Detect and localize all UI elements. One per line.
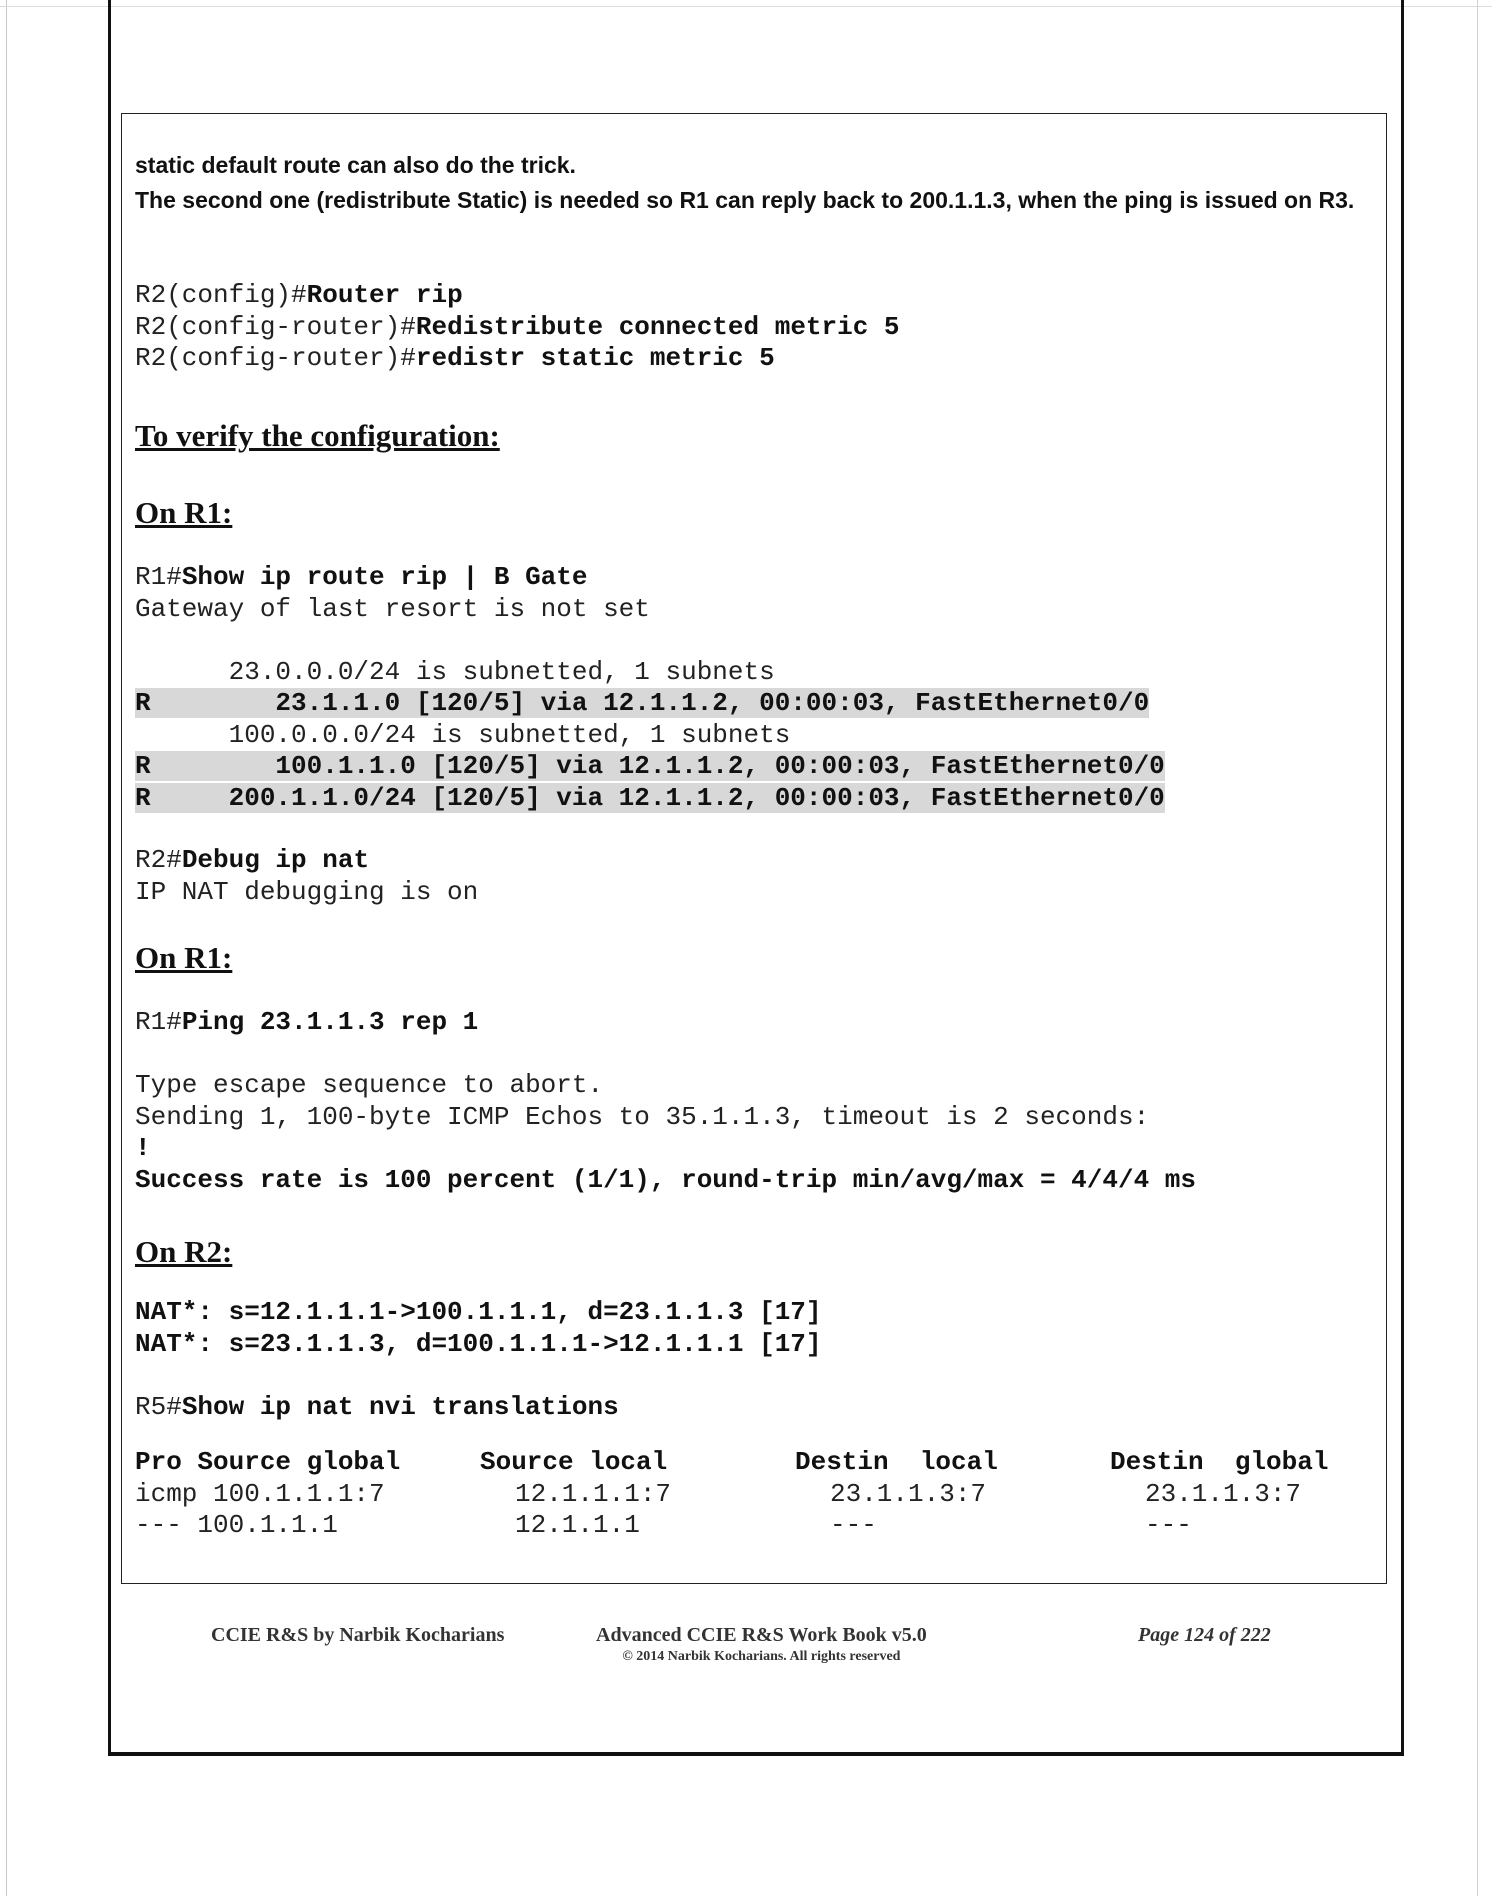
nat-debug-block: [135, 1297, 822, 1423]
table-row: [135, 1479, 1385, 1511]
intro-line-2: The second one (redistribute Static) is needed so R1 can reply back to 200.1.1.3, when the ping is issued on R3.: [135, 187, 1355, 213]
table-cell: ---: [1145, 1510, 1192, 1540]
route-block: [135, 562, 1165, 814]
ping-success: Success rate is 100 percent (1/1), round-trip min/avg/max = 4/4/4 ms: [135, 1164, 1196, 1195]
scan-edge-left: [6, 0, 7, 1896]
intro-text: [135, 148, 1375, 218]
footer-copyright: © 2014 Narbik Kocharians. All rights reserved: [622, 1649, 901, 1664]
route-line: 100.0.0.0/24 is subnetted, 1 subnets: [135, 719, 791, 750]
nat-debug-line: NAT*: s=23.1.1.3, d=100.1.1.1->12.1.1.1 [17]: [135, 1328, 822, 1359]
ping-result-mark: !: [135, 1133, 151, 1163]
ping-block: [135, 1007, 1196, 1196]
table-cell: 12.1.1.1:7: [515, 1478, 672, 1509]
route-line-shaded: R 100.1.1.0 [120/5] via 12.1.1.2, 00:00:03, FastEthernet0/0: [135, 751, 1165, 781]
nvi-command: R5#Show ip nat nvi translations: [135, 1391, 619, 1422]
table-cell: 23.1.1.3:7: [1145, 1478, 1302, 1509]
route-line: 23.0.0.0/24 is subnetted, 1 subnets: [135, 656, 775, 687]
table-cell: --- 100.1.1.1: [135, 1510, 338, 1540]
intro-line-1: static default route can also do the trick.: [135, 152, 576, 178]
ping-output: Type escape sequence to abort.: [135, 1070, 604, 1100]
config-block: [135, 280, 900, 375]
table-header: Pro Source global: [135, 1447, 401, 1477]
debug-block: [135, 845, 478, 908]
on-r1-heading: On R1:: [135, 495, 233, 530]
scan-edge-right: [1477, 0, 1478, 1896]
ping-command: R1#Ping 23.1.1.3 rep 1: [135, 1007, 479, 1037]
config-line: R2(config)#Router rip: [135, 280, 463, 310]
verify-heading: To verify the configuration:: [135, 418, 500, 453]
table-cell: icmp 100.1.1.1:7: [135, 1478, 385, 1509]
table-cell: 23.1.1.3:7: [830, 1478, 987, 1509]
config-line: R2(config-router)#Redistribute connected metric 5: [135, 311, 900, 342]
footer-page-number: Page 124 of 222: [1138, 1624, 1271, 1646]
ping-output: Sending 1, 100-byte ICMP Echos to 35.1.1.3, timeout is 2 seconds:: [135, 1101, 1150, 1132]
table-row: [135, 1510, 1385, 1542]
debug-command: R2#Debug ip nat: [135, 845, 370, 875]
route-line-shaded: R 200.1.1.0/24 [120/5] via 12.1.1.2, 00:00:03, FastEthernet0/0: [135, 782, 1165, 813]
on-r2-heading: On R2:: [135, 1234, 233, 1269]
gateway-line: Gateway of last resort is not set: [135, 593, 650, 624]
table-header: Destin local: [795, 1447, 998, 1477]
table-cell: 12.1.1.1: [515, 1510, 640, 1540]
on-r1-heading-2: On R1:: [135, 940, 233, 975]
route-command: R1#Show ip route rip | B Gate: [135, 562, 588, 592]
nat-debug-line: NAT*: s=12.1.1.1->100.1.1.1, d=23.1.1.3 [17]: [135, 1297, 822, 1327]
debug-output: IP NAT debugging is on: [135, 876, 479, 907]
nat-translation-table: [135, 1447, 1385, 1542]
route-line-shaded: R 23.1.1.0 [120/5] via 12.1.1.2, 00:00:03, FastEthernet0/0: [135, 688, 1150, 718]
table-header: Destin global: [1110, 1447, 1329, 1477]
table-header: Source local: [480, 1447, 668, 1477]
footer-author: CCIE R&S by Narbik Kocharians: [211, 1624, 505, 1646]
footer-title: [596, 1624, 927, 1665]
footer-book-title: Advanced CCIE R&S Work Book v5.0: [596, 1624, 927, 1646]
table-header-row: [135, 1447, 1385, 1479]
table-cell: ---: [830, 1510, 877, 1540]
config-line: R2(config-router)#redistr static metric 5: [135, 343, 775, 373]
